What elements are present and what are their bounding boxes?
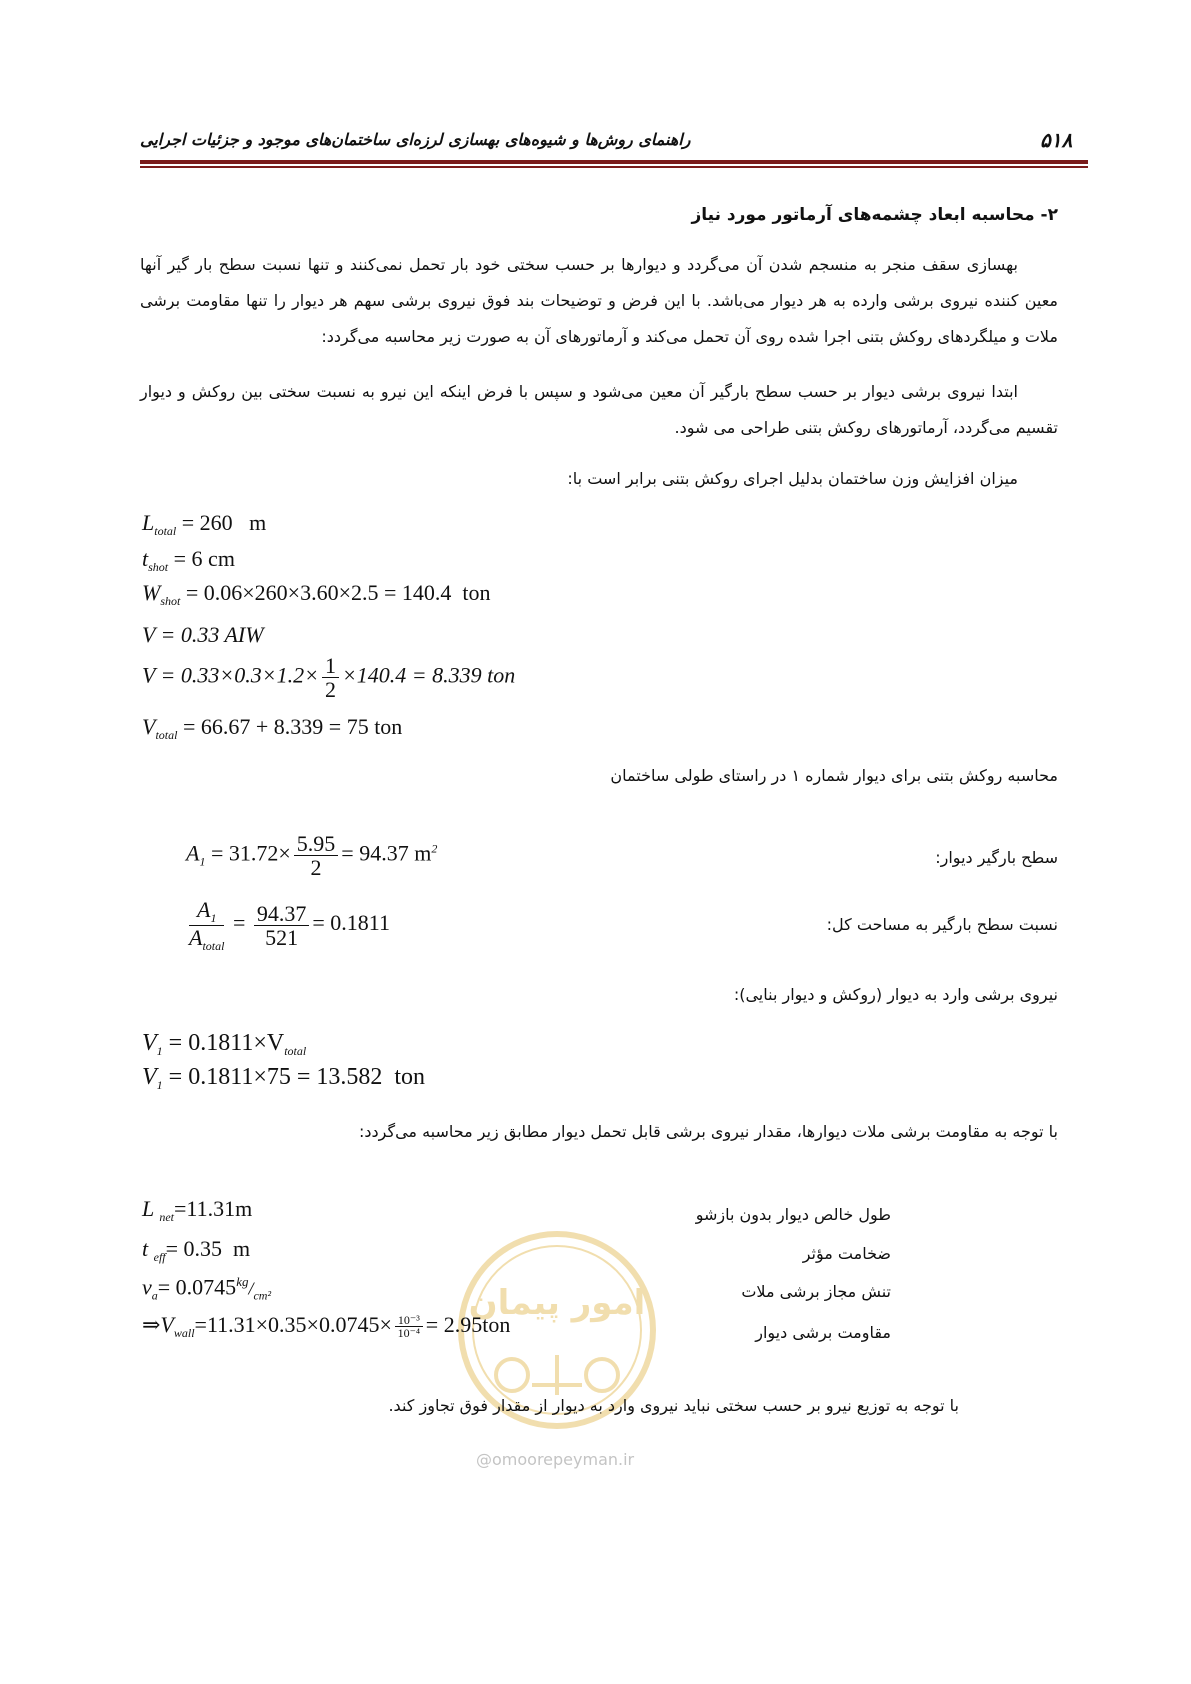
wall-resist-label: مقاومت برشی دیوار: [755, 1323, 891, 1342]
ratio-label: نسبت سطح بارگیر به مساحت کل:: [826, 915, 1058, 934]
eq-V1-b: $V_1 = 0.1811\times 75 = 13.582$ ton: [142, 1064, 426, 1092]
eq-W-shot: $W_{shot} = 0.06\times 260\times 3.60\times 2.5 = 140.4$ ton: [142, 580, 491, 608]
eq-L-net: L $_{net}$=11.31m: [142, 1196, 253, 1224]
eq-t-shot: $t_{shot} = 6$ cm: [142, 546, 235, 574]
wall1-calc-label: محاسبه روکش بتنی برای دیوار شماره ۱ در راستای طولی ساختمان: [610, 766, 1058, 785]
watermark-logo-text: امور پیمان: [468, 1283, 646, 1323]
header-rule: [140, 160, 1088, 164]
net-length-label: طول خالص دیوار بدون بازشو: [695, 1205, 891, 1224]
allow-stress-label: تنش مجاز برشی ملات: [741, 1282, 891, 1301]
conclusion: با توجه به توزیع نیرو بر حسب سختی نباید نیروی وارد به دیوار از مقدار فوق تجاوز کند.: [388, 1396, 959, 1415]
paragraph-1: بهسازی سقف منجر به منسجم شدن آن می‌گردد و دیوارها بر حسب سختی خود بار تحمل نمی‌کنند و تنها نسبت سطح بار گیر آنها معین کننده نیروی برشی وارده به هر دیوار می‌باشد. با این فرض و توضیحات بند فوق نیروی برشی سهم هر دیوار را تنها مقاومت برشی ملات و میلگردهای روکش بتنی اجرا شده روی آن تحمل می‌کند و آرماتورهای آن به صورت زیر محاسبه می‌گردد:: [140, 255, 1058, 346]
at-icon: @: [476, 1450, 492, 1469]
eq-t-eff: t $_{eff}$= 0.35 m: [142, 1236, 251, 1264]
eq-ratio: $\frac{A_1}{A_{total}}$ = $\frac{94.37}{521}$ = 0.1811: [189, 897, 390, 953]
book-title: راهنمای روش‌ها و شیوه‌های بهسازی لرزه‌ای ساختمان‌های موجود و جزئیات اجرایی: [140, 130, 691, 149]
watermark-site: @omoorepeyman.ir: [476, 1450, 635, 1469]
area-label: سطح بارگیر دیوار:: [935, 848, 1058, 867]
paragraph-3: میزان افزایش وزن ساختمان بدلیل اجرای روکش بتنی برابر است با:: [567, 469, 1018, 488]
mortar-intro: با توجه به مقاومت برشی ملات دیوارها، مقدار نیروی برشی قابل تحمل دیوار مطابق زیر محاسبه می‌گردد:: [359, 1122, 1058, 1141]
page-number: ۵۱۸: [1040, 128, 1073, 152]
shear-label: نیروی برشی وارد به دیوار (روکش و دیوار بنایی):: [733, 985, 1058, 1004]
paragraph-2: ابتدا نیروی برشی دیوار بر حسب سطح بارگیر آن معین می‌شود و سپس با فرض اینکه این نیرو به نسبت سختی بین روکش و دیوار تقسیم می‌گردد، آرماتورهای روکش بتنی طراحی می شود.: [140, 382, 1058, 437]
eq-V-formula: V = 0.33 AIW: [142, 622, 264, 647]
section-heading: ۲- محاسبه ابعاد چشمه‌های آرماتور مورد نیاز: [691, 205, 1058, 225]
eq-V-calc: V = 0.33×0.3×1.2× $\frac{1}{2}$ ×140.4 = 8.339 ton: [142, 653, 516, 703]
eq-v-a: $v_a= 0.0745^{kg}/_{cm^2}$: [142, 1274, 272, 1303]
eq-A1: $A_1 = 31.72\times$ $\frac{5.95}{2}$ = 94.37 $m^2$: [186, 831, 438, 881]
eq-V-total: $V_{total} = 66.67 + 8.339 = 75$ ton: [142, 714, 403, 742]
eq-L-total: $L_{total} = 260$ m: [142, 510, 267, 538]
eq-V-wall: $\Rightarrow V_{wall}=11.31\times 0.35\times 0.0745\times$ $\frac{\text{10⁻³}}{\text{10⁻⁴}}$ = 2.95ton: [142, 1312, 511, 1341]
eff-thickness-label: ضخامت مؤثر: [802, 1244, 891, 1263]
header-rule-thin: [140, 166, 1088, 168]
eq-V1-a: $V_1 = 0.1811\times V_{total}$: [142, 1030, 307, 1058]
